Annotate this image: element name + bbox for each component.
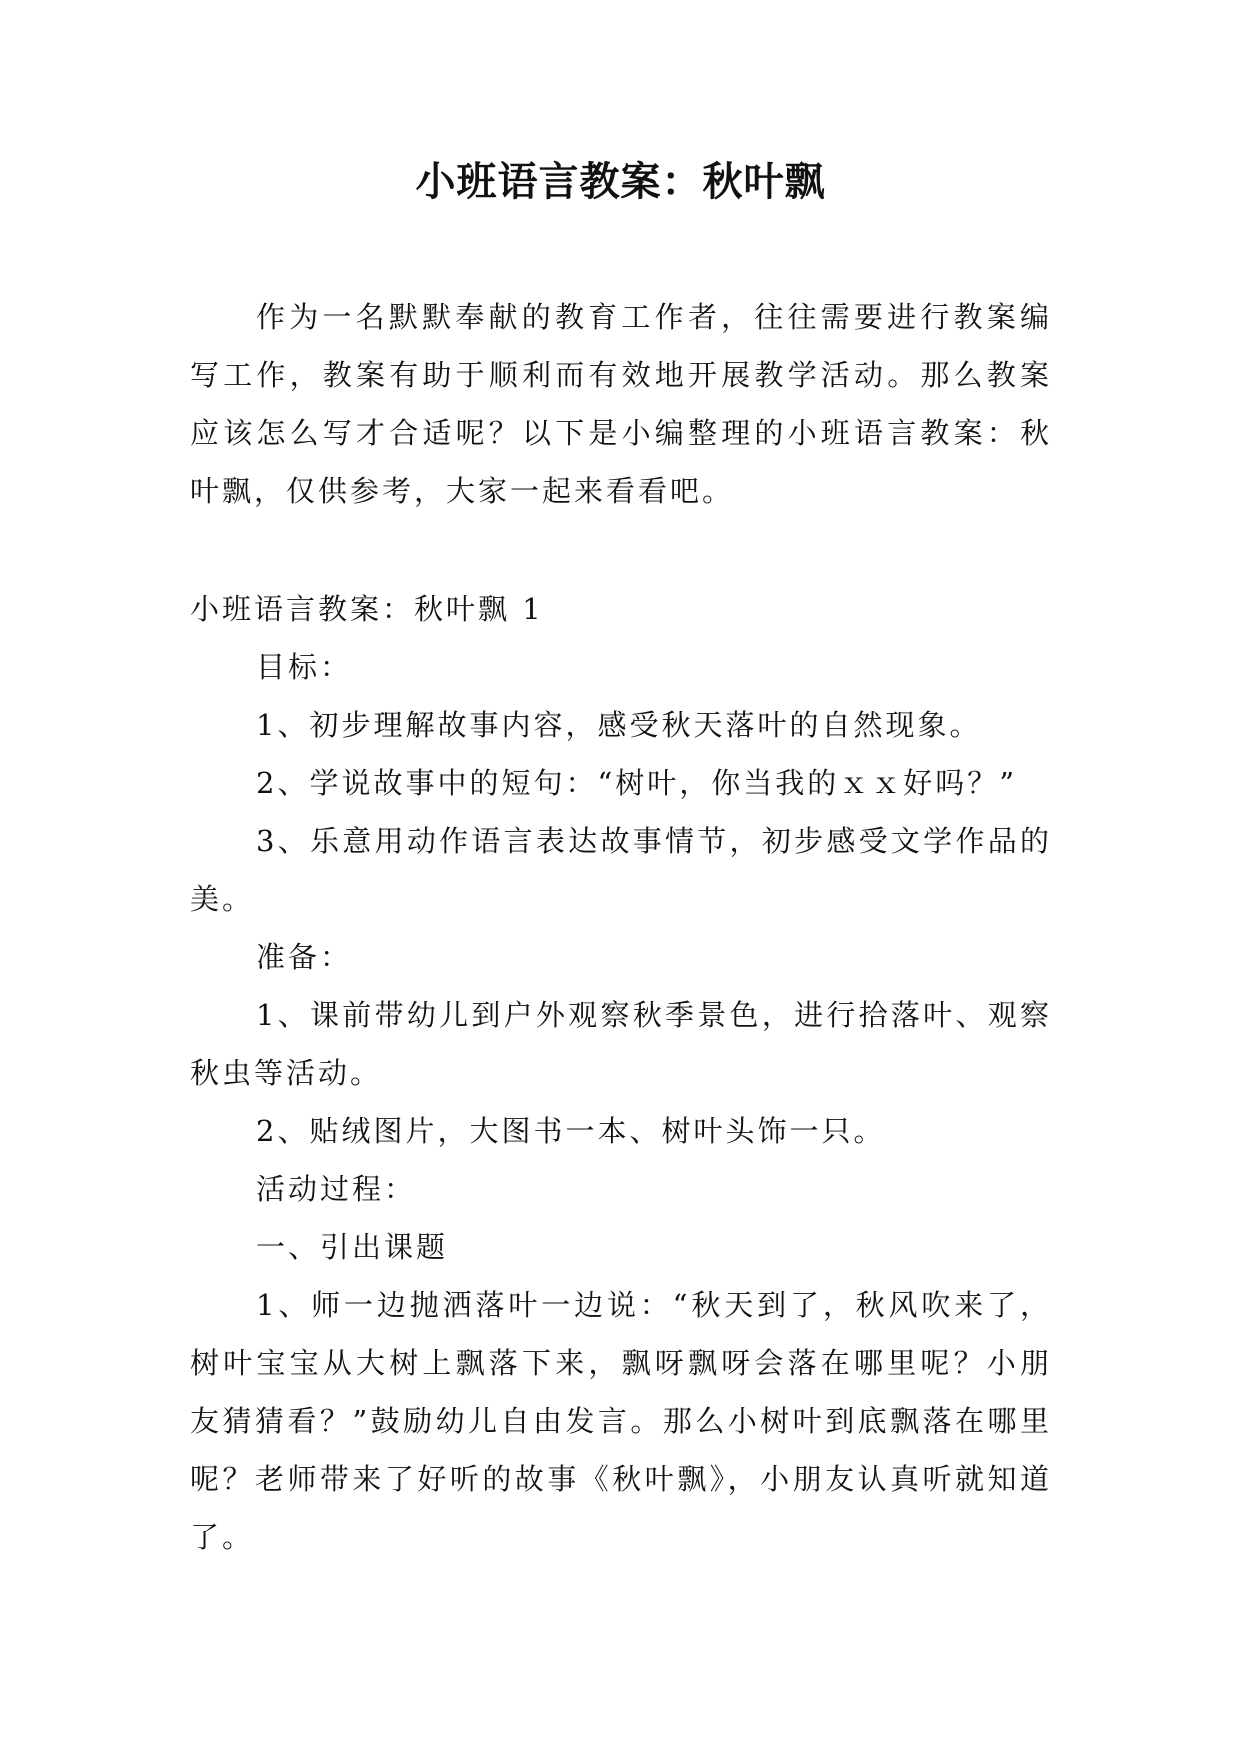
section-heading: 小班语言教案：秋叶飘 1 bbox=[190, 592, 544, 626]
goal-item: 2、学说故事中的短句：“树叶，你当我的ｘｘ好吗？” bbox=[256, 766, 1018, 800]
process-step-text: 1、师一边抛洒落叶一边说：“秋天到了，秋风吹来了，树叶宝宝从大树上飘落下来，飘呀飘呀会落在哪里呢？小朋友猜猜看？”鼓励幼儿自由发言。那么小树叶到底飘落在哪里呢？老师带来了好听的故事《秋叶飘》，小朋友认真听就知道了。 bbox=[190, 1288, 1052, 1554]
process-step-heading: 一、引出课题 bbox=[256, 1230, 449, 1264]
intro-paragraph: 作为一名默默奉献的教育工作者，往往需要进行教案编写工作，教案有助于顺利而有效地开展教学活动。那么教案应该怎么写才合适呢？以下是小编整理的小班语言教案：秋叶飘，仅供参考，大家一起来看看吧。 bbox=[190, 300, 1052, 508]
document-title: 小班语言教案：秋叶飘 bbox=[415, 158, 826, 205]
prep-label: 准备： bbox=[256, 940, 353, 974]
goals-label: 目标： bbox=[256, 650, 353, 684]
prep-item: 1、课前带幼儿到户外观察秋季景色，进行拾落叶、观察秋虫等活动。 bbox=[190, 998, 1052, 1090]
prep-item: 2、贴绒图片，大图书一本、树叶头饰一只。 bbox=[256, 1114, 886, 1148]
goal-item: 1、初步理解故事内容，感受秋天落叶的自然现象。 bbox=[256, 708, 982, 742]
document-body bbox=[190, 288, 1052, 1566]
process-label: 活动过程： bbox=[256, 1172, 417, 1206]
goal-item: 3、乐意用动作语言表达故事情节，初步感受文学作品的美。 bbox=[190, 824, 1052, 916]
